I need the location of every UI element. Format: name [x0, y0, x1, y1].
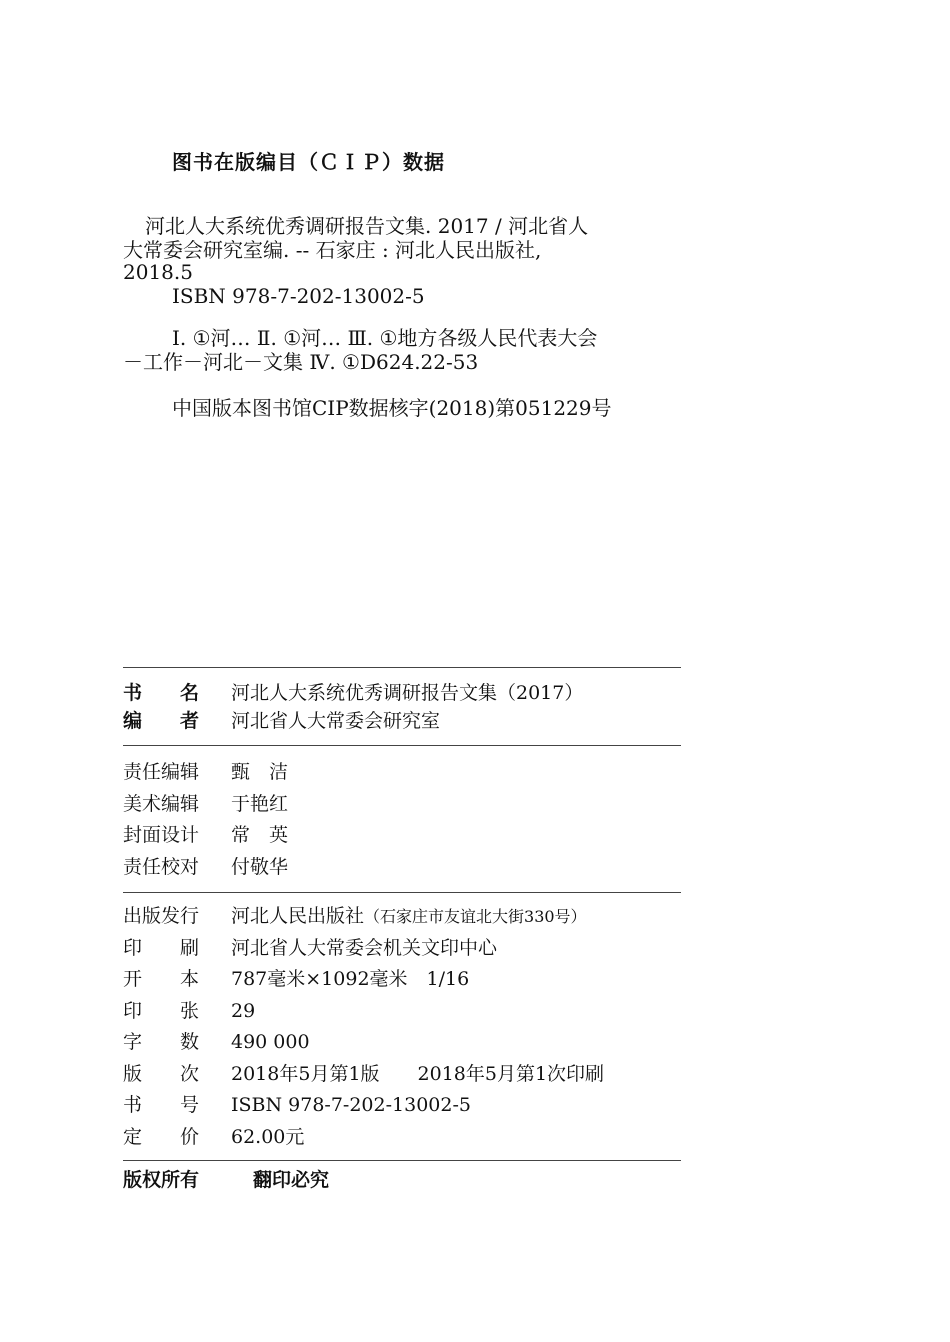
staff-label: 责任校对	[123, 856, 200, 878]
cip-heading: 图书在版编目（ＣＩＰ）数据	[172, 150, 445, 174]
publisher: 河北人民出版社	[231, 905, 365, 927]
edition-label: 版 次	[123, 1063, 200, 1085]
book-editor: 河北省人大常委会研究室	[231, 710, 441, 732]
book-editor-label: 编 者	[123, 710, 200, 732]
copyright-notice: 版权所有	[123, 1169, 200, 1191]
divider	[123, 667, 681, 668]
staff-label: 责任编辑	[123, 761, 200, 783]
cip-line-1: 河北人大系统优秀调研报告文集. 2017 / 河北省人	[145, 214, 589, 238]
sheets: 29	[231, 1000, 256, 1022]
edition-row	[123, 1062, 604, 1086]
staff-value: 付敬华	[231, 856, 289, 878]
staff-row	[123, 792, 288, 816]
cip-classification-1: Ⅰ. ①河… Ⅱ. ①河… Ⅲ. ①地方各级人民代表大会	[172, 326, 598, 350]
isbn-row	[123, 1093, 471, 1117]
cip-classification-2: －工作－河北－文集 Ⅳ. ①D624.22-53	[123, 350, 479, 374]
format: 787毫米×1092毫米 1/16	[231, 968, 470, 990]
staff-row	[123, 855, 288, 879]
publisher-row	[123, 904, 587, 928]
isbn-label: 书 号	[123, 1094, 200, 1116]
book-editor-row	[123, 709, 440, 733]
staff-row	[123, 823, 288, 847]
staff-value: 常 英	[231, 824, 289, 846]
staff-value: 于艳红	[231, 793, 289, 815]
cip-line-3: 2018.5	[123, 260, 193, 284]
format-label: 开 本	[123, 968, 200, 990]
book-title-row	[123, 681, 583, 705]
cip-record-number: 中国版本图书馆CIP数据核字(2018)第051229号	[172, 396, 612, 420]
price-label: 定 价	[123, 1126, 200, 1148]
printer: 河北省人大常委会机关文印中心	[231, 937, 498, 959]
staff-label: 封面设计	[123, 824, 200, 846]
book-title-label: 书 名	[123, 682, 200, 704]
words-label: 字 数	[123, 1031, 200, 1053]
format-row	[123, 967, 469, 991]
price-row	[123, 1125, 304, 1149]
edition: 2018年5月第1版 2018年5月第1次印刷	[231, 1063, 605, 1085]
words-row	[123, 1030, 310, 1054]
isbn: ISBN 978-7-202-13002-5	[231, 1094, 471, 1116]
staff-row	[123, 760, 288, 784]
cip-isbn: ISBN 978-7-202-13002-5	[172, 284, 425, 308]
book-title: 河北人大系统优秀调研报告文集（2017）	[231, 682, 584, 704]
reprint-warning: 翻印必究	[253, 1169, 330, 1191]
staff-label: 美术编辑	[123, 793, 200, 815]
cip-line-2: 大常委会研究室编. -- 石家庄 : 河北人民出版社,	[123, 238, 542, 262]
publisher-address: （石家庄市友谊北大街330号）	[364, 907, 587, 926]
words: 490 000	[231, 1031, 310, 1053]
price: 62.00元	[231, 1126, 305, 1148]
sheets-row	[123, 999, 255, 1023]
divider	[123, 745, 681, 746]
publisher-label: 出版发行	[123, 905, 200, 927]
divider	[123, 892, 681, 893]
staff-value: 甄 洁	[231, 761, 289, 783]
printer-row	[123, 936, 497, 960]
divider	[123, 1160, 681, 1161]
copyright-row	[123, 1168, 329, 1192]
printer-label: 印 刷	[123, 937, 200, 959]
sheets-label: 印 张	[123, 1000, 200, 1022]
